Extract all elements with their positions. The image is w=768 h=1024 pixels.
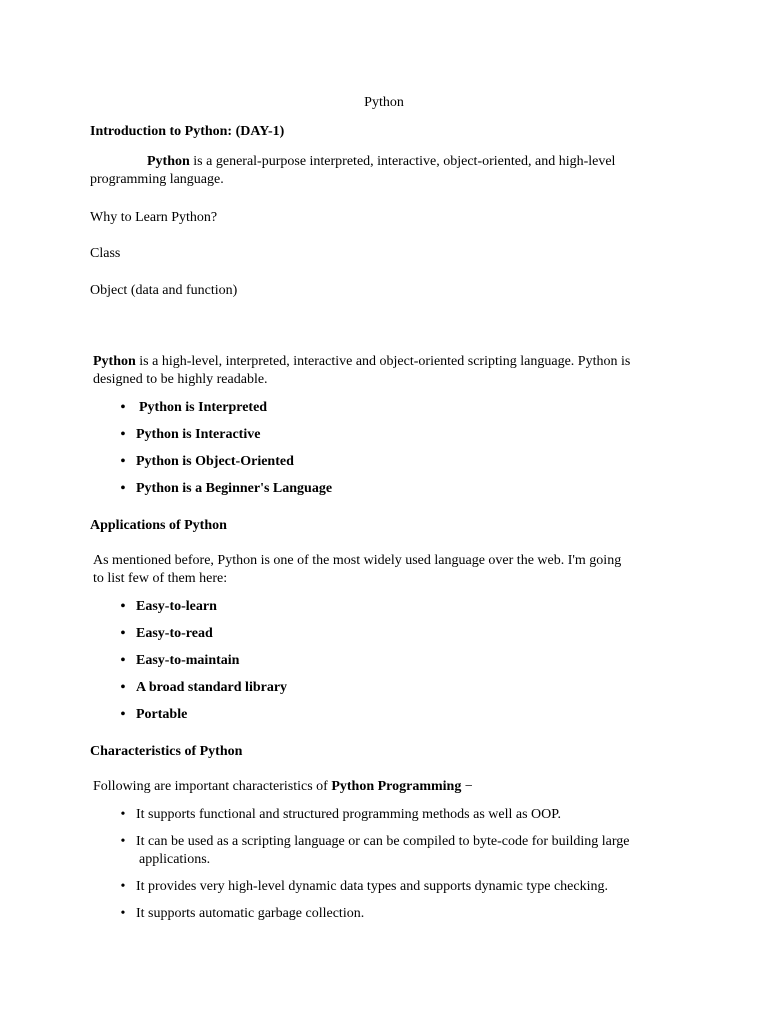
page-title: Python xyxy=(364,95,404,110)
list-item: • It provides very high-level dynamic data types and supports dynamic type checking. xyxy=(116,878,696,896)
list-item: • Python is Interpreted xyxy=(116,399,332,417)
bullet-icon: • xyxy=(120,879,126,894)
list-item: • A broad standard library xyxy=(116,679,287,697)
bullet-icon: • xyxy=(120,427,126,442)
list-item: • Python is Object-Oriented xyxy=(116,453,332,471)
bullet-icon: • xyxy=(120,707,126,722)
class-text: Class xyxy=(90,246,121,261)
applications-paragraph-line-2: to list few of them here: xyxy=(93,571,228,586)
list-item: • It can be used as a scripting language or can be compiled to byte-code for building large applications. xyxy=(116,833,696,869)
python-programming-bold: Python Programming xyxy=(331,779,462,794)
list-item: • Easy-to-maintain xyxy=(116,652,287,670)
intro-paragraph xyxy=(90,153,690,189)
bullet-icon: • xyxy=(120,400,126,415)
features-list xyxy=(116,399,332,498)
bullet-icon: • xyxy=(120,454,126,469)
applications-heading: Applications of Python xyxy=(90,518,227,533)
bullet-icon: • xyxy=(120,626,126,641)
overview-python-bold: Python xyxy=(93,354,136,369)
intro-paragraph-text-1: is a general-purpose interpreted, interactive, object-oriented, and high-level xyxy=(189,154,616,169)
overview-paragraph-line-1 xyxy=(93,353,693,371)
list-item: • It supports automatic garbage collection. xyxy=(116,905,696,923)
bullet-icon: • xyxy=(120,906,126,921)
applications-list xyxy=(116,598,287,724)
intro-paragraph-line-2: programming language. xyxy=(90,172,224,187)
overview-paragraph-text-1: is a high-level, interpreted, interactive and object-oriented scripting language. Python is xyxy=(135,354,631,369)
bullet-icon: • xyxy=(120,653,126,668)
bullet-icon: • xyxy=(120,481,126,496)
object-text: Object (data and function) xyxy=(90,283,238,298)
characteristics-intro: Following are important characteristics of Python Programming − xyxy=(93,779,473,794)
list-item: • Python is a Beginner's Language xyxy=(116,480,332,498)
intro-paragraph-line-1 xyxy=(90,153,690,171)
list-item: • Easy-to-read xyxy=(116,625,287,643)
bullet-icon: • xyxy=(120,807,126,822)
bullet-icon: • xyxy=(120,680,126,695)
list-item: • Python is Interactive xyxy=(116,426,332,444)
overview-paragraph-line-2: designed to be highly readable. xyxy=(93,372,268,387)
list-item: • Easy-to-learn xyxy=(116,598,287,616)
overview-paragraph xyxy=(93,353,693,389)
characteristics-list xyxy=(116,806,696,923)
list-item: • Portable xyxy=(116,706,287,724)
list-item: • It supports functional and structured programming methods as well as OOP. xyxy=(116,806,696,824)
intro-python-bold: Python xyxy=(147,154,190,169)
why-learn-text: Why to Learn Python? xyxy=(90,210,218,225)
intro-heading: Introduction to Python: (DAY-1) xyxy=(90,124,285,139)
characteristics-heading: Characteristics of Python xyxy=(90,744,243,759)
bullet-icon: • xyxy=(120,834,126,849)
bullet-icon: • xyxy=(120,599,126,614)
applications-paragraph xyxy=(93,552,693,588)
applications-paragraph-line-1: As mentioned before, Python is one of the most widely used language over the web. I'm going xyxy=(93,553,622,568)
